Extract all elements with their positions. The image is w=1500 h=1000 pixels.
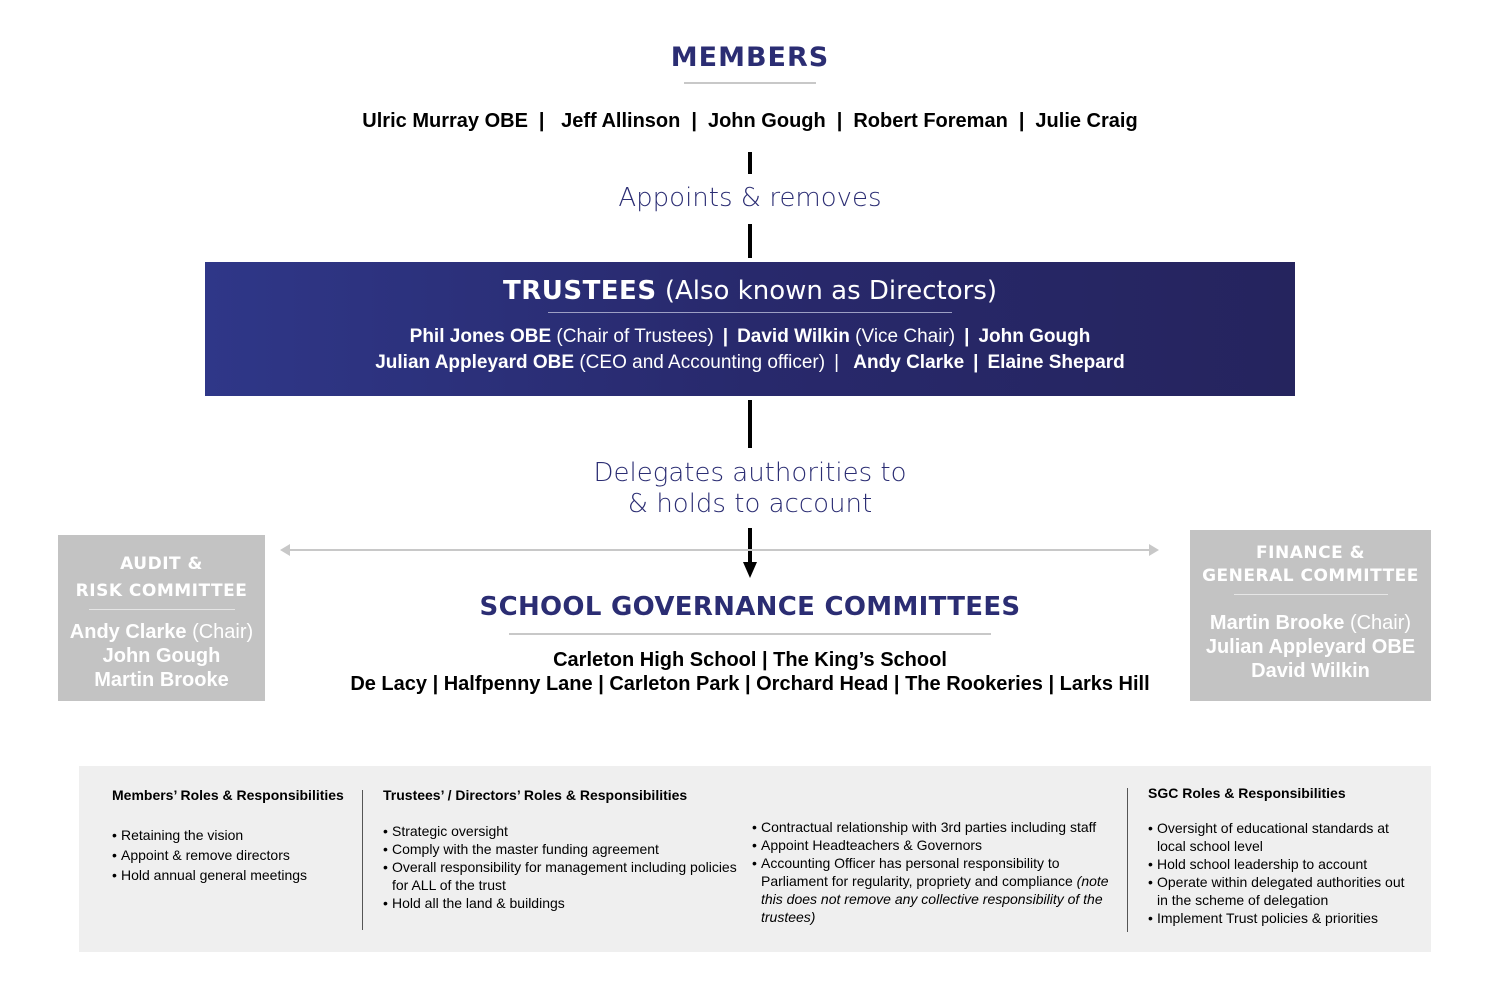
committee-member: John Gough [102, 645, 221, 667]
sgc-schools-line-1: Carleton High School | The King’s School [553, 649, 947, 671]
trustee-name: Elaine Shepard [987, 352, 1125, 373]
audit-committee-chair [58, 620, 265, 644]
members-title: MEMBERS [670, 42, 830, 73]
list-item: • Overall responsibility for management including policies for ALL of the trust [383, 858, 743, 894]
chair-role: (Chair) [1349, 612, 1412, 634]
members-list [0, 110, 1500, 133]
list-item: • Operate within delegated authorities out in the scheme of delegation [1148, 873, 1418, 909]
double-arrow-line [288, 549, 1150, 551]
trustee-name: Andy Clarke [853, 352, 965, 373]
chair-role: (Chair) [192, 621, 254, 643]
arrowhead-left [280, 544, 290, 556]
separator: | [1018, 110, 1025, 132]
trustees-roles-list-2 [752, 818, 1112, 926]
member-name: Julie Craig [1035, 110, 1138, 132]
list-item: • Hold school leadership to account [1148, 855, 1418, 873]
trustees-heading: TRUSTEES [502, 276, 657, 306]
trustee-role: (CEO and Accounting officer) [579, 352, 826, 373]
column-divider [362, 790, 363, 930]
trustees-roles-continued [752, 818, 1112, 926]
arrowhead-right [1149, 544, 1159, 556]
members-roles-list [112, 825, 362, 885]
member-name: Robert Foreman [853, 110, 1008, 132]
separator: | [538, 110, 545, 132]
accounting-officer-note: (note this does not remove any collective responsibility of the trustees) [761, 873, 1109, 925]
accounting-officer-text: Accounting Officer has personal responsibility to Parliament for regularity, propriety and compliance [761, 855, 1073, 889]
trustees-title [205, 276, 1295, 306]
trustee-name: David Wilkin [737, 326, 850, 347]
connector-line [748, 152, 752, 174]
trustee-role: (Chair of Trustees) [556, 326, 714, 347]
committee-member: David Wilkin [1251, 660, 1370, 682]
trustees-line-1 [205, 326, 1295, 348]
audit-committee-title-2: RISK COMMITTEE [75, 581, 248, 601]
trustees-roles-list [383, 822, 743, 912]
finance-committee-title-2: GENERAL COMMITTEE [1202, 566, 1419, 586]
appoints-label: Appoints & removes [618, 183, 882, 213]
trustee-name: John Gough [978, 326, 1091, 347]
separator: | [834, 352, 840, 373]
trustees-roles-heading: Trustees’ / Directors’ Roles & Responsibilities [383, 787, 688, 803]
down-arrowhead [743, 562, 757, 578]
delegates-label-line-1: Delegates authorities to [593, 458, 907, 488]
trustee-name: Phil Jones OBE [409, 326, 552, 347]
committee-member: Martin Brooke [1209, 612, 1345, 634]
trustees-box [205, 262, 1295, 396]
committee-member: Andy Clarke [69, 621, 187, 643]
trustee-role: (Vice Chair) [855, 326, 956, 347]
finance-committee-title-1: FINANCE & [1256, 543, 1365, 563]
list-item: • Implement Trust policies & priorities [1148, 909, 1418, 927]
list-item: • Hold all the land & buildings [383, 894, 743, 912]
list-item: • Retaining the vision [112, 825, 362, 845]
trustees-line-2 [205, 352, 1295, 374]
members-underline [684, 82, 816, 84]
committee-member: Martin Brooke [94, 669, 229, 691]
list-item: • Appoint Headteachers & Governors [752, 836, 1112, 854]
separator: | [691, 110, 697, 132]
trustees-subtitle: (Also known as Directors) [664, 276, 998, 306]
roles-panel [79, 766, 1431, 952]
separator: | [964, 326, 970, 347]
separator: | [722, 326, 729, 347]
sgc-underline [509, 633, 991, 635]
members-roles [112, 787, 362, 885]
committee-member: Julian Appleyard OBE [1205, 636, 1416, 658]
sgc-roles [1148, 785, 1418, 927]
sgc-schools-line-2: De Lacy | Halfpenny Lane | Carleton Park | Orchard Head | The Rookeries | Larks Hill [350, 673, 1150, 695]
connector-line [748, 528, 752, 564]
list-item: • Oversight of educational standards at local school level [1148, 819, 1418, 855]
trustees-underline [548, 312, 952, 313]
sgc-title: SCHOOL GOVERNANCE COMMITTEES [479, 592, 1021, 622]
list-item: • Comply with the master funding agreement [383, 840, 743, 858]
member-name: John Gough [707, 110, 826, 132]
trustees-roles [383, 787, 743, 912]
list-item: • Hold annual general meetings [112, 865, 362, 885]
list-item: • Contractual relationship with 3rd parties including staff [752, 818, 1112, 836]
connector-line [748, 400, 752, 448]
separator: | [973, 352, 979, 373]
member-name: Jeff Allinson [561, 110, 681, 132]
audit-committee-title-1: AUDIT & [120, 554, 203, 574]
member-name: Ulric Murray OBE [362, 110, 528, 132]
trustee-name: Julian Appleyard OBE [375, 352, 575, 373]
connector-line [748, 224, 752, 258]
list-item: • Appoint & remove directors [112, 845, 362, 865]
separator: | [836, 110, 843, 132]
sgc-roles-list [1148, 819, 1418, 927]
list-item [752, 854, 1112, 926]
members-roles-heading: Members’ Roles & Responsibilities [112, 787, 344, 803]
column-divider [1127, 788, 1128, 932]
list-item: • Strategic oversight [383, 822, 743, 840]
sgc-roles-heading: SGC Roles & Responsibilities [1148, 785, 1346, 801]
delegates-label-line-2: & holds to account [627, 489, 873, 519]
